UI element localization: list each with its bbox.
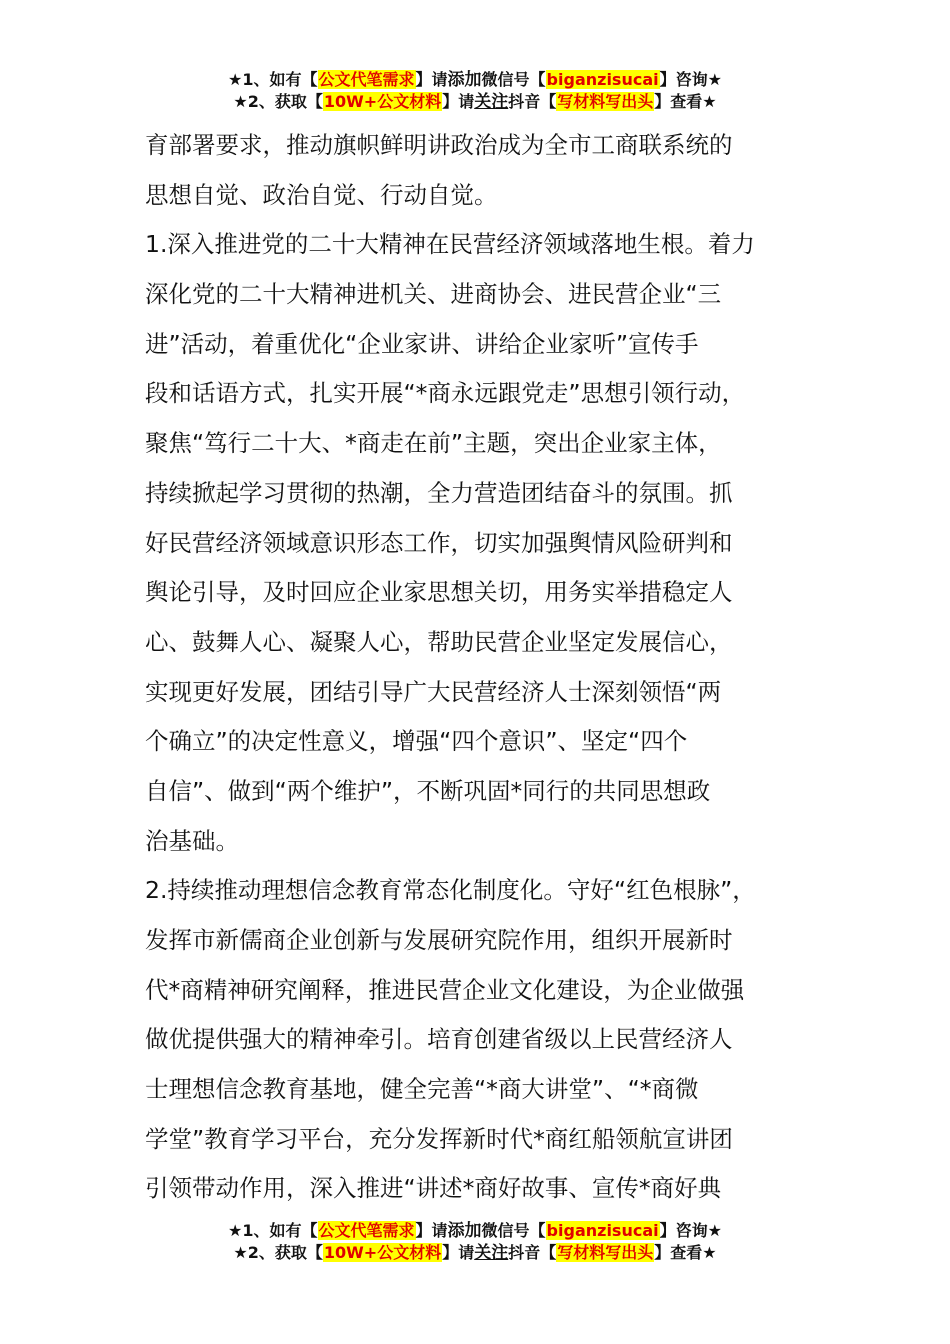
body-line: 个确立”的决定性意义，增强“四个意识”、坚定“四个 — [145, 727, 688, 756]
banner-text: ★2、获取【 — [233, 92, 323, 111]
banner-text: 抖音【 — [508, 92, 557, 111]
banner-highlight: 写材料写出头 — [557, 1243, 654, 1262]
banner-line-1 — [0, 1220, 950, 1242]
body-line: 代*商精神研究阐释，推进民营企业文化建设，为企业做强 — [145, 975, 745, 1004]
banner-text: ★1、如有【 — [228, 1221, 318, 1240]
banner-text: ★1、如有【 — [228, 70, 318, 89]
body-line: 聚焦“笃行二十大、*商走在前”主题，突出企业家主体， — [145, 429, 722, 458]
banner-emphasis: 添加 — [447, 1221, 482, 1241]
banner-emphasis: 关注 — [474, 92, 509, 112]
banner-text: 】咨询★ — [659, 1221, 722, 1240]
banner-text: 】查看★ — [654, 92, 717, 111]
body-line: 2.持续推动理想信念教育常态化制度化。守好“红色根脉”， — [145, 876, 756, 905]
body-line: 深化党的二十大精神进机关、进商协会、进民营企业“三 — [145, 280, 722, 309]
banner-line-1 — [0, 69, 950, 91]
footer-banner — [0, 1220, 950, 1264]
banner-text: 微信号【 — [481, 70, 546, 89]
banner-highlight: 10W+公文材料 — [323, 92, 442, 111]
banner-highlight: 10W+公文材料 — [323, 1243, 442, 1262]
body-line: 学堂”教育学习平台，充分发挥新时代*商红船领航宣讲团 — [145, 1124, 733, 1153]
banner-highlight: 公文代笔需求 — [318, 1221, 415, 1240]
banner-text: 】请 — [442, 1243, 475, 1262]
header-banner — [0, 69, 950, 113]
body-line: 进”活动，着重优化“企业家讲、讲给企业家听”宣传手 — [145, 329, 699, 358]
banner-highlight: biganzisucai — [546, 70, 659, 89]
banner-text: 微信号【 — [481, 1221, 546, 1240]
body-line: 舆论引导，及时回应企业家思想关切，用务实举措稳定人 — [145, 578, 733, 607]
document-body — [145, 121, 835, 1214]
body-line: 引领带动作用，深入推进“讲述*商好故事、宣传*商好典 — [145, 1174, 722, 1203]
body-line: 做优提供强大的精神牵引。培育创建省级以上民营经济人 — [145, 1025, 733, 1054]
banner-highlight: 公文代笔需求 — [318, 70, 415, 89]
body-line: 心、鼓舞人心、凝聚人心，帮助民营企业坚定发展信心， — [145, 627, 733, 656]
banner-text: ★2、获取【 — [233, 1243, 323, 1262]
banner-line-2 — [0, 1242, 950, 1264]
banner-emphasis: 添加 — [447, 70, 482, 90]
banner-text: 】请 — [442, 92, 475, 111]
banner-emphasis: 关注 — [474, 1243, 509, 1263]
body-line: 发挥市新儒商企业创新与发展研究院作用，组织开展新时 — [145, 926, 733, 954]
body-line: 育部署要求，推动旗帜鲜明讲政治成为全市工商联系统的 — [145, 131, 733, 159]
banner-text: 】咨询★ — [659, 70, 722, 89]
body-line: 段和话语方式，扎实开展“*商永远跟党走”思想引领行动， — [145, 379, 746, 408]
body-line: 好民营经济领域意识形态工作，切实加强舆情风险研判和 — [145, 528, 733, 557]
body-line: 持续掀起学习贯彻的热潮，全力营造团结奋斗的氛围。抓 — [145, 478, 733, 507]
banner-text: 抖音【 — [508, 1243, 557, 1262]
body-line: 治基础。 — [145, 826, 239, 855]
body-line: 思想自觉、政治自觉、行动自觉。 — [145, 180, 498, 209]
body-line: 1.深入推进党的二十大精神在民营经济领域落地生根。着力 — [145, 230, 755, 259]
banner-text: 】请 — [415, 70, 448, 89]
banner-highlight: 写材料写出头 — [557, 92, 654, 111]
body-line: 士理想信念教育基地，健全完善“*商大讲堂”、“*商微 — [145, 1075, 699, 1104]
banner-line-2 — [0, 91, 950, 113]
body-line: 实现更好发展，团结引导广大民营经济人士深刻领悟“两 — [145, 677, 722, 706]
body-line: 自信”、做到“两个维护”，不断巩固*同行的共同思想政 — [145, 776, 711, 805]
banner-text: 】查看★ — [654, 1243, 717, 1262]
banner-text: 】请 — [415, 1221, 448, 1240]
banner-highlight: biganzisucai — [546, 1221, 659, 1240]
